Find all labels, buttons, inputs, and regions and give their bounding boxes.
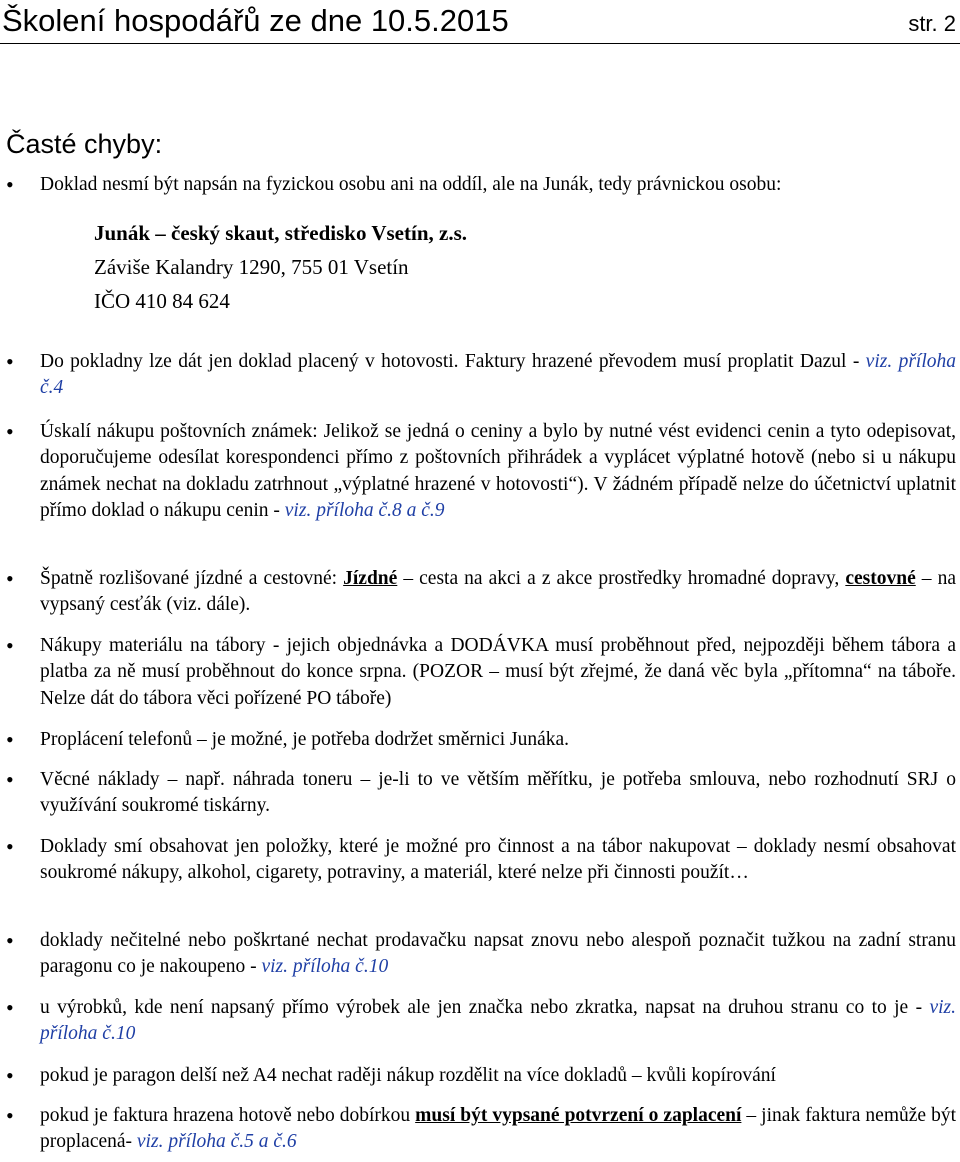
list-item (40, 1103, 956, 1156)
page-number: str. 2 (908, 11, 956, 36)
address-name: Junák – český skaut, středisko Vsetín, z.s. (94, 221, 468, 245)
item-text: Špatně rozlišované jízdné a cestovné: (40, 568, 344, 589)
list-item (40, 419, 956, 525)
item-text: Nákupy materiálu na tábory - jejich objednávka a DODÁVKA musí proběhnout před, nejpozději během tábora a platba za ně musí proběhnout do konce srpna. (POZOR – musí být zřejmé, že daná věc byla „přítomna“ na táboře. Nelze dát do tábora věci pořízené PO táboře) (40, 635, 956, 709)
section-title: Časté chyby: (6, 129, 163, 159)
item-text: pokud je faktura hrazena hotově nebo dobírkou (40, 1105, 416, 1126)
page-header (0, 0, 960, 44)
document-title: Školení hospodářů ze dne 10.5.2015 (2, 3, 509, 38)
list-item (40, 834, 956, 887)
list-item (40, 928, 956, 981)
item-text: pokud je paragon delší než A4 nechat raději nákup rozdělit na více dokladů – kvůli kopírování (40, 1065, 776, 1086)
item-text: – na vypsaný cesťák (viz. dále). (40, 568, 956, 616)
term-cestovne: cestovné (845, 568, 916, 589)
item-text: doklady nečitelné nebo poškrtané nechat prodavačku napsat znovu nebo alespoň poznačit tužkou na zadní stranu paragonu co je nakoupeno - (40, 930, 956, 978)
attachment-reference: viz. příloha č.10 (40, 997, 956, 1045)
attachment-reference: viz. příloha č.5 a č.6 (136, 1131, 297, 1153)
list-item (40, 767, 956, 820)
term-jizdne: Jízdné (343, 568, 398, 589)
item-text: – jinak faktura nemůže být proplacená- (40, 1105, 956, 1153)
list-item (40, 172, 956, 198)
address-ico: IČO 410 84 624 (94, 289, 230, 313)
item-text: Proplácení telefonů – je možné, je potřeba dodržet směrnici Junáka. (40, 729, 570, 750)
item-text: Do pokladny lze dát jen doklad placený v hotovosti. Faktury hrazené převodem musí proplatit Dazul - (40, 351, 866, 372)
attachment-reference: viz. příloha č.8 a č.9 (284, 500, 445, 522)
address-street: Záviše Kalandry 1290, 755 01 Vsetín (94, 255, 409, 279)
payment-confirmation-term: musí být vypsané potvrzení o zaplacení (415, 1105, 742, 1126)
list-item (40, 566, 956, 619)
attachment-reference: viz. příloha č.4 (40, 351, 956, 399)
list-item (40, 349, 956, 402)
attachment-reference: viz. příloha č.10 (261, 956, 389, 978)
item-text: Věcné náklady – např. náhrada toneru – je-li to ve větším měřítku, je potřeba smlouva, nebo rozhodnutí SRJ o využívání soukromé tiskárny. (40, 769, 956, 817)
item-text: u výrobků, kde není napsaný přímo výrobek ale jen značka nebo zkratka, napsat na druhou stranu co to je - (40, 997, 930, 1018)
list-item (40, 995, 956, 1048)
list-item (40, 633, 956, 712)
item-text: Doklad nesmí být napsán na fyzickou osobu ani na oddíl, ale na Junák, tedy právnickou osobu: (40, 174, 782, 195)
list-item (40, 727, 956, 753)
item-text: – cesta na akci a z akce prostředky hromadné dopravy, (397, 568, 846, 589)
item-text: Úskalí nákupu poštovních známek: Jelikož se jedná o ceniny a bylo by nutné vést evidenci cenin a tyto odepisovat, doporučujeme odesílat korespondenci přímo z poštovních přihrádek a vyplácet výplatné hotově (nebo si u nákupu známek nechat na dokladu zatrhnout „výplatné hrazené v hotovosti“). V žádném případě nelze do účetnictví uplatnit přímo doklad o nákupu cenin - (40, 421, 956, 522)
item-text: Doklady smí obsahovat jen položky, které je možné pro činnost a na tábor nakupovat – doklady nesmí obsahovat soukromé nákupy, alkohol, cigarety, potraviny, a materiál, které nelze při činnosti použít… (40, 836, 956, 884)
list-item (40, 1063, 956, 1089)
